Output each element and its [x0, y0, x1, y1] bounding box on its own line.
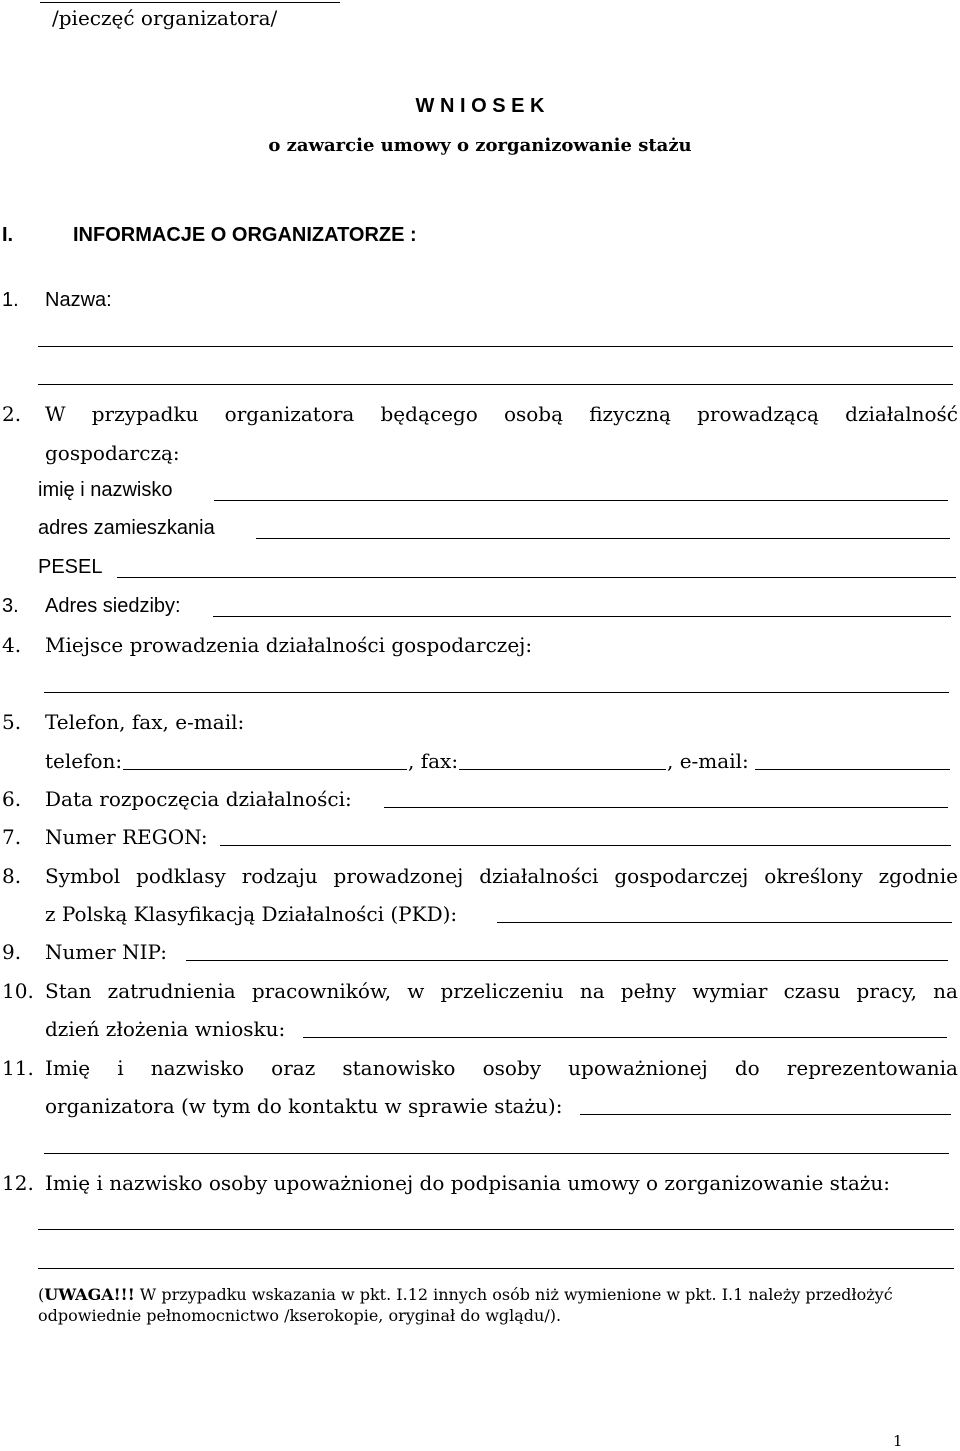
item-2-word: prowadzącą — [697, 402, 819, 426]
item-10-word: Stan — [45, 979, 92, 1003]
item-4-number: 4. — [2, 633, 22, 657]
address-label: adres zamieszkania — [38, 517, 215, 539]
item-8-word: określony — [764, 864, 863, 888]
item-7-number: 7. — [2, 825, 22, 849]
item-10-word: na — [933, 979, 958, 1003]
item-10-word: na — [579, 979, 605, 1003]
item-8-word: gospodarczej — [614, 864, 749, 888]
item-2-word: będącego — [380, 402, 478, 426]
fax-label: , fax: — [408, 749, 459, 773]
item-8-word: podklasy — [136, 864, 226, 888]
item-9-label: Numer NIP: — [45, 940, 167, 964]
item-11-word: nazwisko — [150, 1056, 245, 1080]
item-12-field-line-2[interactable] — [38, 1268, 954, 1269]
section-title: INFORMACJE O ORGANIZATORZE : — [73, 224, 417, 246]
item-8-word: zgodnie — [878, 864, 958, 888]
item-10-word: czasu — [783, 979, 841, 1003]
item-3-field[interactable] — [213, 616, 951, 617]
item-3-number: 3. — [2, 595, 19, 617]
stamp-label: /pieczęć organizatora/ — [52, 6, 278, 30]
item-1-label: Nazwa: — [45, 289, 112, 311]
stamp-line — [40, 2, 340, 3]
item-10-word: w — [407, 979, 425, 1003]
item-9-number: 9. — [2, 940, 22, 964]
name-field[interactable] — [214, 500, 948, 501]
item-4-label: Miejsce prowadzenia działalności gospodarczej: — [45, 633, 533, 657]
item-11-word: do — [734, 1056, 760, 1080]
email-label: , e-mail: — [667, 749, 749, 773]
item-11-word: oraz — [271, 1056, 316, 1080]
address-field[interactable] — [256, 538, 950, 539]
page-number: 1 — [893, 1432, 903, 1450]
item-11-word: Imię — [45, 1056, 91, 1080]
item-2-word: osobą — [503, 402, 564, 426]
item-2-line-1 — [45, 402, 958, 426]
item-2-word: przypadku — [91, 402, 199, 426]
note-line-2: odpowiednie pełnomocnictwo /kserokopie, oryginał do wglądu/). — [38, 1306, 562, 1325]
item-6-label: Data rozpoczęcia działalności: — [45, 787, 352, 811]
name-label: imię i nazwisko — [38, 479, 173, 501]
pesel-label: PESEL — [38, 556, 103, 578]
fax-field[interactable] — [459, 769, 666, 770]
item-12-label: Imię i nazwisko osoby upoważnionej do podpisania umowy o zorganizowanie stażu: — [45, 1171, 891, 1195]
item-10-word: wymiar — [692, 979, 768, 1003]
item-8-word: rodzaju — [241, 864, 318, 888]
item-10-number: 10. — [2, 979, 34, 1003]
item-10-word: przeliczeniu — [440, 979, 564, 1003]
item-10-line-2: dzień złożenia wniosku: — [45, 1017, 286, 1041]
item-11-number: 11. — [2, 1056, 34, 1080]
item-7-label: Numer REGON: — [45, 825, 208, 849]
item-8-number: 8. — [2, 864, 22, 888]
item-1-field-line-1[interactable] — [38, 346, 953, 347]
item-5-number: 5. — [2, 710, 22, 734]
item-12-field-line-1[interactable] — [38, 1229, 954, 1230]
item-12-number: 12. — [2, 1171, 34, 1195]
item-10-field[interactable] — [303, 1037, 947, 1038]
item-11-field-line-1[interactable] — [580, 1114, 951, 1115]
item-2-line-2: gospodarczą: — [45, 441, 180, 465]
note-paren: ( — [38, 1285, 45, 1304]
item-10-word: zatrudnienia — [107, 979, 236, 1003]
item-8-field[interactable] — [497, 922, 952, 923]
item-10-word: pracy, — [856, 979, 918, 1003]
item-4-field[interactable] — [44, 692, 949, 693]
item-10-word: pracowników, — [251, 979, 392, 1003]
item-8-line-2: z Polską Klasyfikacją Działalności (PKD): — [45, 902, 458, 926]
item-8-word: działalności — [479, 864, 599, 888]
item-11-word: i — [117, 1056, 124, 1080]
item-1-number: 1. — [2, 289, 19, 311]
section-number: I. — [2, 224, 14, 246]
item-10-line-1 — [45, 979, 958, 1003]
note-warning: UWAGA!!! — [44, 1285, 135, 1304]
item-11-word: upoważnionej — [568, 1056, 708, 1080]
item-3-label: Adres siedziby: — [45, 595, 181, 617]
item-8-word: prowadzonej — [333, 864, 464, 888]
phone-field[interactable] — [123, 769, 407, 770]
item-5-label: Telefon, fax, e-mail: — [45, 710, 245, 734]
item-2-word: organizatora — [224, 402, 355, 426]
pesel-field[interactable] — [117, 577, 956, 578]
item-2-number: 2. — [2, 402, 22, 426]
document-subtitle: o zawarcie umowy o zorganizowanie stażu — [268, 135, 692, 156]
item-11-line-1 — [45, 1056, 958, 1080]
email-field[interactable] — [755, 769, 950, 770]
item-6-number: 6. — [2, 787, 22, 811]
item-2-word: W — [45, 402, 66, 426]
phone-label: telefon: — [45, 749, 123, 773]
item-2-word: fizyczną — [589, 402, 671, 426]
note-text: W przypadku wskazania w pkt. I.12 innych osób niż wymienione w pkt. I.1 należy przedłożyć — [134, 1285, 893, 1304]
item-11-word: stanowisko — [342, 1056, 456, 1080]
item-11-field-line-2[interactable] — [44, 1153, 949, 1154]
item-11-line-2: organizatora (w tym do kontaktu w sprawie stażu): — [45, 1094, 563, 1118]
document-title: W N I O S E K — [415, 95, 545, 117]
item-9-field[interactable] — [186, 960, 948, 961]
item-8-word: Symbol — [45, 864, 121, 888]
item-11-word: osoby — [482, 1056, 542, 1080]
item-8-line-1 — [45, 864, 958, 888]
item-2-word: działalność — [845, 402, 958, 426]
item-11-word: reprezentowania — [786, 1056, 958, 1080]
item-7-field[interactable] — [220, 845, 951, 846]
item-6-field[interactable] — [384, 807, 948, 808]
item-10-word: pełny — [620, 979, 677, 1003]
item-1-field-line-2[interactable] — [38, 384, 953, 385]
note-line-1 — [38, 1285, 893, 1304]
